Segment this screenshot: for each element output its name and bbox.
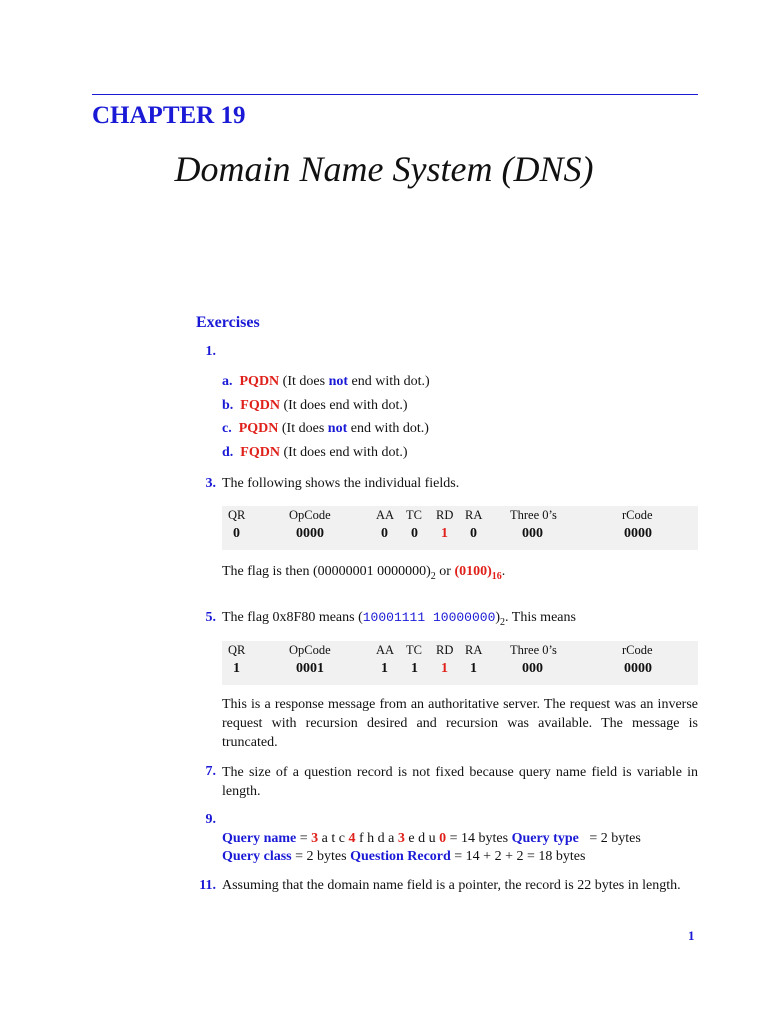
field-header: Three 0’s [510, 643, 557, 657]
exercise-3-flag-result [222, 563, 505, 586]
query-type-label: Query type [511, 831, 579, 846]
field-header: AA [376, 643, 395, 657]
exercise-3-number: 3. [205, 476, 216, 491]
exercise-11-number: 11. [199, 878, 216, 893]
field-value: 1 [381, 661, 388, 676]
label-length: 4 [348, 831, 356, 846]
field-value: 0000 [296, 526, 324, 541]
exercise-1-item-a [222, 373, 430, 391]
flag-close: ) [495, 610, 501, 625]
exercise-7-text: The size of a question record is not fixed because query name field is variable in length. [222, 765, 698, 799]
field-value: 0000 [624, 526, 652, 541]
exercise-5-explanation: This is a response message from an authoritative server. The request was an inverse request with recursion desired and recursion was available. The message is truncated. [222, 697, 698, 750]
chapter-title: Domain Name System (DNS) [174, 149, 594, 189]
field-header: AA [376, 508, 395, 522]
exercise-9-record-line [222, 848, 585, 866]
item-term: FQDN [240, 445, 280, 460]
exercise-9-query-line [222, 830, 641, 848]
exercise-3-text: The following shows the individual fields. [222, 476, 460, 491]
exercise-3-flag-table [222, 506, 698, 550]
field-header: RD [436, 643, 454, 657]
item-emphasis: not [328, 374, 349, 389]
item-letter: d. [222, 445, 234, 460]
query-type-value: = 2 bytes [578, 831, 641, 846]
field-value: 0 [470, 526, 477, 541]
item-letter: a. [222, 374, 233, 389]
item-letter: c. [222, 421, 232, 436]
query-class-label: Query class [222, 849, 292, 864]
label-chars: = 14 bytes [446, 831, 512, 846]
item-letter: b. [222, 398, 234, 413]
item-term: FQDN [240, 398, 280, 413]
field-header: RD [436, 508, 454, 522]
item-emphasis: not [327, 421, 348, 436]
exercise-5-flag-table [222, 641, 698, 685]
field-header: OpCode [289, 508, 331, 522]
field-value: 0 [233, 526, 240, 541]
field-value: 0 [381, 526, 388, 541]
field-header: QR [228, 643, 246, 657]
exercises-heading: Exercises [196, 314, 260, 331]
flag-end: . [501, 564, 506, 579]
label-length: 3 [397, 831, 405, 846]
flag-intro: The flag 0x8F80 means ( [222, 610, 363, 625]
exercise-1-item-d [222, 444, 408, 462]
field-header: rCode [622, 508, 653, 522]
chapter-heading: CHAPTER 19 [92, 102, 246, 129]
field-value: 0 [411, 526, 418, 541]
field-header: RA [465, 508, 483, 522]
field-value: 0000 [624, 661, 652, 676]
exercise-1-number: 1. [205, 344, 216, 359]
flag-binary-text: The flag is then (00000001 0000000) [222, 564, 431, 579]
exercise-7-number: 7. [205, 764, 216, 779]
field-value: 000 [522, 661, 543, 676]
label-length: 3 [311, 831, 319, 846]
field-value: 000 [522, 526, 543, 541]
flag-end: . This means [505, 610, 576, 625]
flag-hex-base: 16 [491, 570, 502, 582]
field-value-highlight: 1 [441, 526, 448, 541]
flag-hex: (0100) [454, 564, 492, 579]
exercise-1-item-b [222, 397, 408, 415]
flag-bits: 10001111 10000000 [362, 610, 496, 625]
flag-or: or [435, 564, 455, 579]
field-value: 0001 [296, 661, 324, 676]
item-text-end: end with dot.) [348, 374, 430, 389]
item-text: (It does [279, 374, 329, 389]
field-header: TC [406, 508, 422, 522]
item-text: (It does [278, 421, 328, 436]
item-term: PQDN [239, 374, 280, 389]
exercise-5-text [222, 609, 576, 632]
field-header: rCode [622, 643, 653, 657]
exercise-9-number: 9. [205, 812, 216, 827]
item-term: PQDN [238, 421, 279, 436]
field-header: OpCode [289, 643, 331, 657]
field-header: RA [465, 643, 483, 657]
query-name-label: Query name [222, 831, 297, 846]
field-value: 1 [470, 661, 477, 676]
item-text: (It does end with dot.) [279, 398, 408, 413]
flag-binary-base: 2 [430, 570, 436, 582]
chapter-rule [92, 94, 698, 95]
field-value: 1 [411, 661, 418, 676]
page-number: 1 [688, 928, 695, 943]
exercise-11-text: Assuming that the domain name field is a pointer, the record is 22 bytes in length. [222, 878, 681, 893]
item-text-end: end with dot.) [347, 421, 429, 436]
question-record-value: = 14 + 2 + 2 = 18 bytes [450, 849, 586, 864]
label-chars: a t c [318, 831, 349, 846]
exercise-1-item-c [222, 420, 429, 438]
exercise-5-number: 5. [205, 610, 216, 625]
label-chars: f h d a [355, 831, 398, 846]
question-record-label: Question Record [350, 849, 451, 864]
field-value-highlight: 1 [441, 661, 448, 676]
field-header: TC [406, 643, 422, 657]
label-length: 0 [439, 831, 447, 846]
field-header: Three 0’s [510, 508, 557, 522]
field-value: 1 [233, 661, 240, 676]
query-class-value: = 2 bytes [291, 849, 351, 864]
field-header: QR [228, 508, 246, 522]
query-name-eq: = [296, 831, 312, 846]
label-chars: e d u [404, 831, 440, 846]
flag-base: 2 [500, 616, 506, 628]
item-text: (It does end with dot.) [279, 445, 408, 460]
